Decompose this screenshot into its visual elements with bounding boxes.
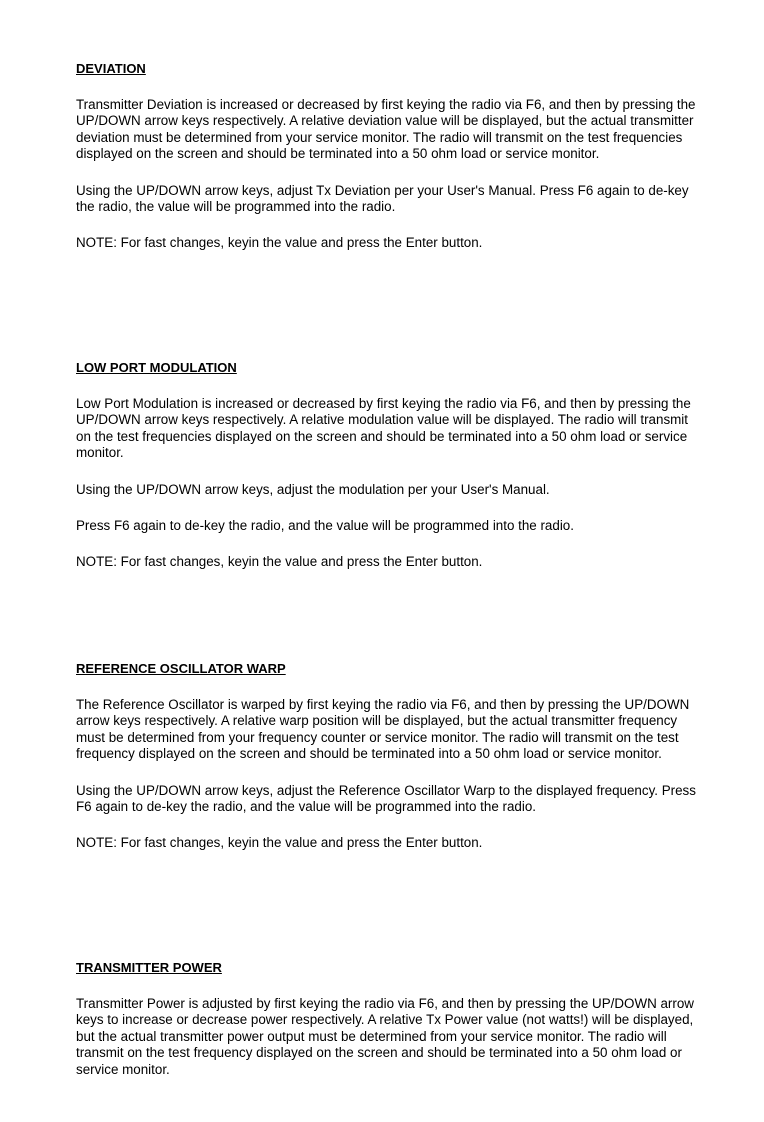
section-heading: TRANSMITTER POWER <box>76 960 222 975</box>
section-reference-oscillator-warp <box>76 661 696 872</box>
note-paragraph: NOTE: For fast changes, keyin the value and press the Enter button. <box>76 235 483 251</box>
section-heading: LOW PORT MODULATION <box>76 360 237 375</box>
paragraph: Press F6 again to de-key the radio, and the value will be programmed into the radio. <box>76 518 574 534</box>
paragraph: Transmitter Power is adjusted by first keying the radio via F6, and then by pressing the UP/DOWN arrow keys to increase or decrease power respectively. A relative Tx Power value (not watts!) will be displayed, but the actual transmitter power output must be determined from your service monitor. The radio will transmit on the test frequency displayed on the screen and should be terminated into a 50 ohm load or service monitor. <box>76 996 694 1077</box>
paragraph: The Reference Oscillator is warped by first keying the radio via F6, and then by pressing the UP/DOWN arrow keys respectively. A relative warp position will be displayed, but the actual transmitter frequency must be determined from your frequency counter or service monitor. The radio will transmit on the test frequency displayed on the screen and should be terminated into a 50 ohm load or service monitor. <box>76 697 690 762</box>
section-heading: DEVIATION <box>76 61 146 76</box>
paragraph: Transmitter Deviation is increased or decreased by first keying the radio via F6, and then by pressing the UP/DOWN arrow keys respectively. A relative deviation value will be displayed, but the actual transmitter deviation must be determined from your service monitor. The radio will transmit on the test frequencies displayed on the screen and should be terminated into a 50 ohm load or service monitor. <box>76 97 696 162</box>
section-deviation <box>76 61 696 272</box>
note-paragraph: NOTE: For fast changes, keyin the value and press the Enter button. <box>76 554 483 570</box>
paragraph: Using the UP/DOWN arrow keys, adjust the modulation per your User's Manual. <box>76 481 550 497</box>
section-low-port-modulation <box>76 360 696 591</box>
section-transmitter-power <box>76 960 696 1098</box>
paragraph: Low Port Modulation is increased or decreased by first keying the radio via F6, and then by pressing the UP/DOWN arrow keys respectively. A relative modulation value will be displayed. The radio will transmit on the test frequencies displayed on the screen and should be terminated into a 50 ohm load or service monitor. <box>76 396 691 461</box>
paragraph: Using the UP/DOWN arrow keys, adjust the Reference Oscillator Warp to the displayed frequency. Press F6 again to de-key the radio, and the value will be programmed into the radio. <box>76 782 696 815</box>
paragraph: Using the UP/DOWN arrow keys, adjust Tx Deviation per your User's Manual. Press F6 again to de-key the radio, the value will be programmed into the radio. <box>76 182 689 215</box>
section-heading: REFERENCE OSCILLATOR WARP <box>76 661 286 676</box>
note-paragraph: NOTE: For fast changes, keyin the value and press the Enter button. <box>76 835 483 851</box>
